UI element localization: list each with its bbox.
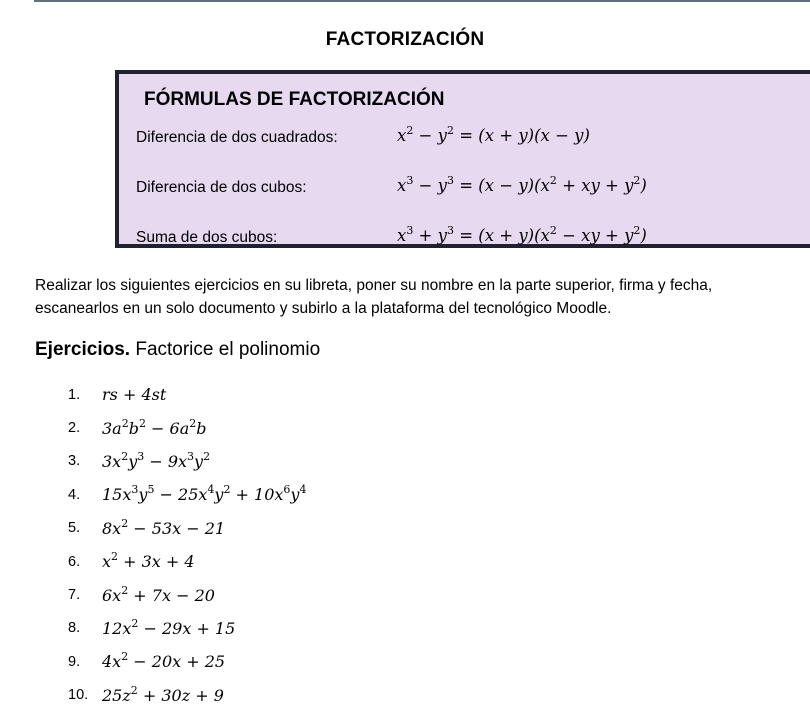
exercise-expression: $3x^2y^3 - 9x^3y^2$: [102, 449, 211, 471]
exercise-item: [68, 679, 306, 712]
exercise-expression: $15x^3y^5 - 25x^4y^2 + 10x^6y^4$: [102, 483, 307, 505]
formula-label-sum-cubes: Suma de dos cubos:: [136, 229, 278, 246]
exercises-heading-text: Factorice el polinomio: [130, 339, 321, 360]
exercise-item: [68, 545, 306, 578]
exercise-item: [68, 445, 306, 478]
exercise-expression: $12x^2 - 29x + 15$: [102, 616, 236, 638]
exercise-item: [68, 378, 306, 411]
exercise-number: 4.: [68, 486, 81, 503]
exercise-item: [68, 512, 306, 545]
exercise-expression: $3a^2b^2 - 6a^2b$: [102, 416, 207, 438]
page-title: FACTORIZACIÓN: [325, 29, 485, 50]
exercise-expression: $4x^2 - 20x + 25$: [102, 650, 226, 672]
formula-diff-cubes: $x^3 - y^3 = (x - y)(x^2$ + xy + $y^2$): [397, 174, 647, 195]
exercises-heading-bold: Ejercicios.: [35, 339, 131, 360]
instructions-paragraph: [35, 274, 805, 320]
exercise-item: [68, 612, 306, 645]
exercise-number: 1.: [68, 386, 81, 403]
formula-label-diff-cubes: Diferencia de dos cubos:: [136, 179, 307, 196]
exercise-item: [68, 578, 306, 611]
exercise-item: [68, 645, 306, 678]
exercises-heading: [35, 339, 320, 361]
exercise-number: 9.: [68, 653, 81, 670]
exercise-number: 3.: [68, 453, 81, 470]
formulas-box-title: FÓRMULAS DE FACTORIZACIÓN: [144, 89, 445, 110]
exercise-expression: $8x^2 - 53x - 21$: [102, 516, 226, 538]
formulas-box: [115, 70, 810, 248]
exercise-expression: $6x^2 + 7x - 20$: [102, 583, 215, 605]
exercise-number: 10.: [68, 687, 89, 704]
formula-diff-squares: $x^2 - y^2 = (x + y)(x - y)$: [397, 124, 590, 145]
formula-sum-cubes: $x^3 + y^3 = (x + y)(x^2$ − xy + $y^2$): [397, 224, 647, 245]
formula-label-diff-squares: Diferencia de dos cuadrados:: [136, 129, 338, 146]
instructions-line: Realizar los siguientes ejercicios en su libreta, poner su nombre en la parte superior, firma y fecha,: [35, 277, 713, 294]
exercise-list: [68, 378, 306, 712]
exercise-expression: $25z^2 + 30z + 9$: [102, 683, 224, 705]
exercise-number: 8.: [68, 620, 81, 637]
exercise-item: [68, 411, 306, 444]
instructions-line: escanearlos en un solo documento y subirlo a la plataforma del tecnológico Moodle.: [35, 300, 612, 317]
exercise-item: [68, 478, 306, 511]
exercise-number: 7.: [68, 587, 81, 604]
exercise-number: 2.: [68, 420, 81, 437]
exercise-number: 6.: [68, 553, 81, 570]
top-divider: [34, 0, 810, 2]
exercise-expression: rs + 4st: [102, 385, 167, 405]
exercise-expression: $x^2 + 3x + 4$: [102, 550, 195, 572]
exercise-number: 5.: [68, 520, 81, 537]
